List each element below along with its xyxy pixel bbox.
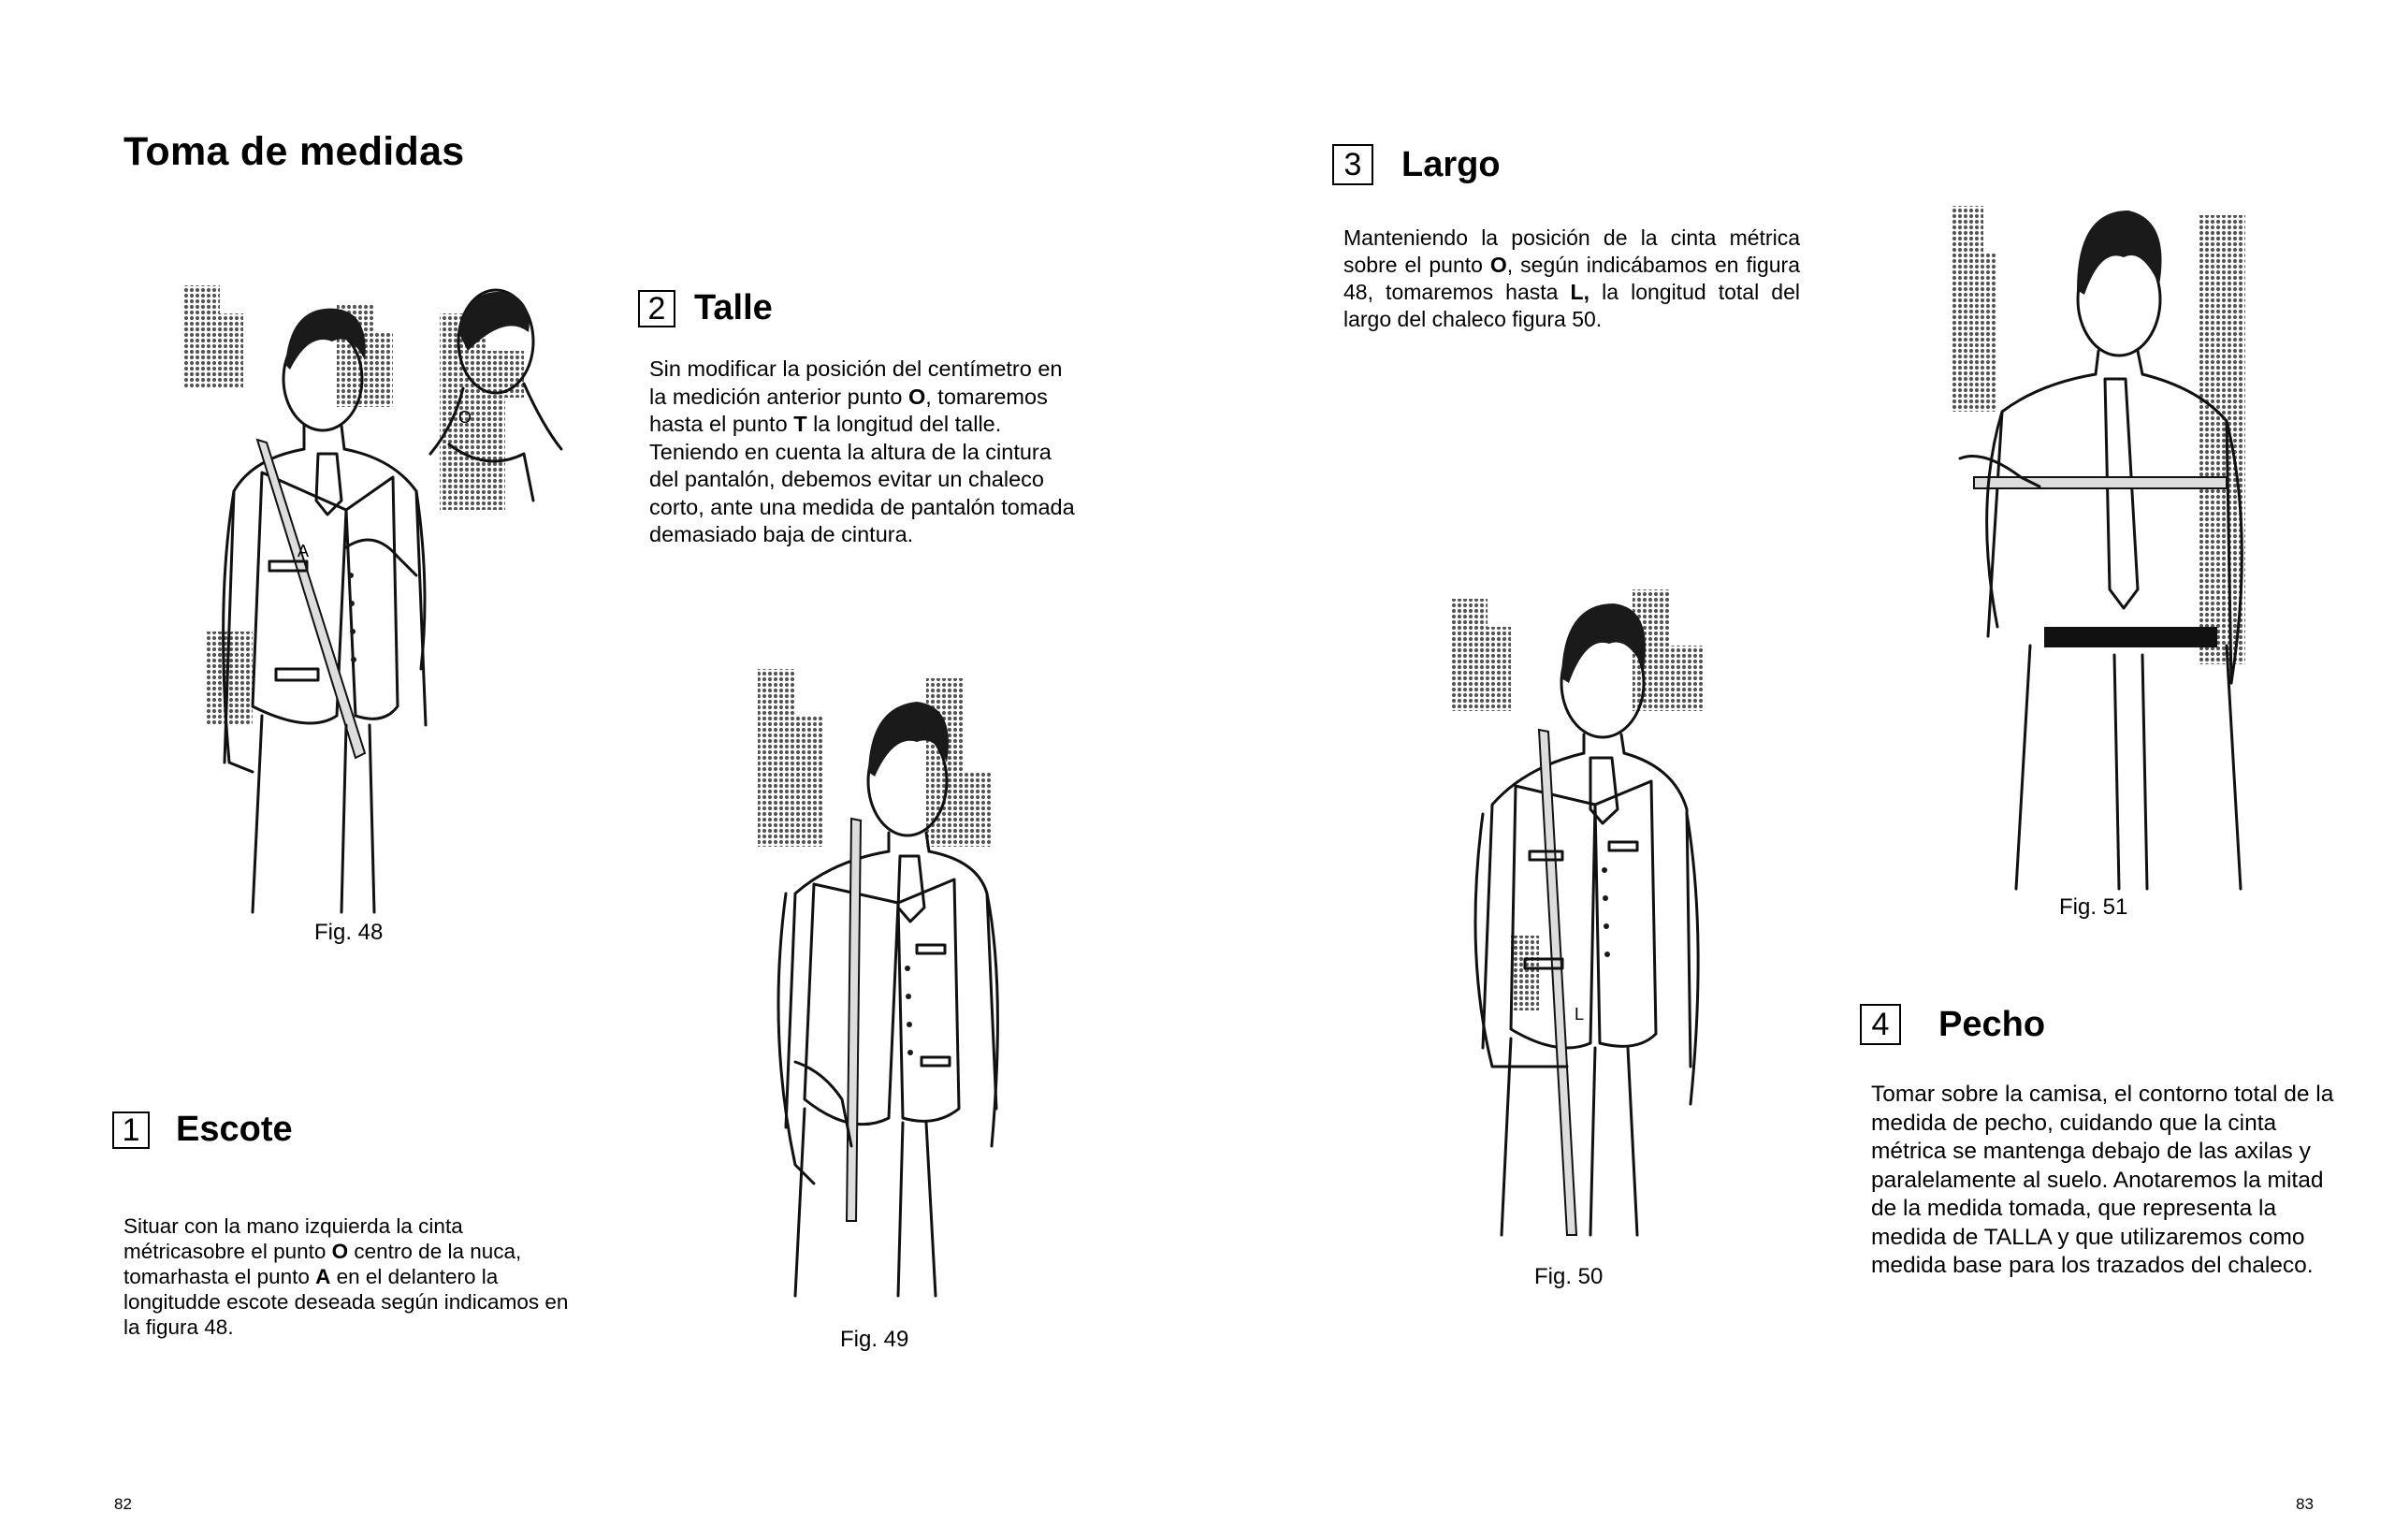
figure-49-illustration	[739, 660, 1020, 1296]
figure-50-illustration	[1445, 580, 1717, 1235]
text-run: Situar con la mano izquierda la cinta métrica	[123, 1214, 463, 1263]
page-number-left: 82	[114, 1495, 132, 1513]
figure-49-caption: Fig. 49	[840, 1327, 909, 1352]
bold-term: A	[315, 1265, 331, 1288]
fig50-label-l: L	[1575, 1005, 1585, 1024]
section-title: Escote	[176, 1110, 293, 1149]
text-run: sobre el punto	[192, 1240, 332, 1263]
section-title: Talle	[694, 288, 773, 327]
section-number-box: 1	[112, 1111, 150, 1149]
text-run: de escote deseada según indicamos en la figura 48.	[123, 1290, 569, 1339]
figure-48-illustration	[150, 276, 571, 912]
text-run: centro de la nuca, tomar	[123, 1240, 522, 1288]
bold-term: O	[907, 384, 926, 409]
bold-term: O	[1489, 253, 1507, 277]
text-run: hasta el punto	[177, 1265, 316, 1288]
text-run: Manteniendo la posición de la cinta métrica sobre el punto	[1343, 225, 1800, 277]
bold-term: O	[331, 1240, 349, 1263]
section-talle-heading	[638, 288, 773, 328]
section-number-box: 3	[1332, 144, 1373, 185]
figure-51-caption: Fig. 51	[2059, 894, 2128, 920]
section-pecho-body	[1871, 1081, 2339, 1281]
section-number-box: 4	[1860, 1004, 1901, 1045]
fig48-label-a: A	[298, 542, 310, 560]
figure-50-caption: Fig. 50	[1534, 1264, 1604, 1289]
bold-term: T	[793, 412, 807, 436]
section-escote-body	[123, 1213, 582, 1340]
text-run: , según indicábamos en figura 48, tomaremos hasta	[1343, 253, 1800, 304]
text-run: la longitud total del largo del chaleco figura 50.	[1343, 280, 1800, 331]
section-largo-heading	[1332, 144, 1501, 185]
text-run: en el delantero la longitud	[123, 1265, 499, 1314]
figure-51-illustration	[1946, 196, 2264, 889]
page-title: Toma de medidas	[123, 129, 465, 174]
section-pecho-heading	[1860, 1004, 2045, 1045]
bold-term: L,	[1570, 280, 1589, 304]
section-number-box: 2	[638, 290, 675, 327]
section-title: Pecho	[1938, 1004, 2046, 1044]
text-run: Tomar sobre la camisa, el contorno total de la medida de pecho, cuidando que la cinta métrica se mantenga debajo de las axilas y paralelamente al suelo. Anotaremos la mitad de la medida tomada, que representa la medida de TALLA y que utilizaremos como medida base para los trazados del chaleco.	[1871, 1082, 2334, 1278]
text-run: la longitud del talle. Teniendo en cuenta la altura de la cintura del pantalón, debemos evitar un chaleco corto, ante una medida de pantalón tomada demasiado baja de cintura.	[649, 412, 1075, 546]
text-run: Sin modificar la posición del centímetro en la medición anterior punto	[649, 356, 1063, 409]
section-title: Largo	[1401, 144, 1501, 184]
text-run: , tomaremos hasta el punto	[649, 384, 1048, 436]
figure-48-caption: Fig. 48	[314, 920, 384, 945]
fig48-label-o: O	[458, 408, 472, 427]
page-number-right: 83	[2296, 1495, 2314, 1513]
section-escote-heading	[112, 1110, 293, 1150]
section-largo-body	[1343, 225, 1800, 333]
section-talle-body	[649, 356, 1080, 549]
